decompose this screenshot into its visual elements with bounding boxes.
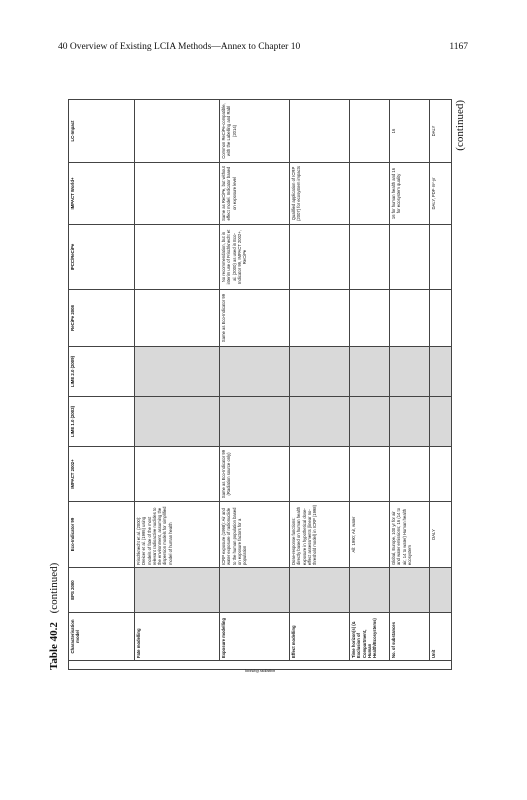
table-cell: No recommendation, but in interim use of Frischknecht et al. (2000) as used in Eco-Indicator 99, IMPACT 2002+, ReCiPe xyxy=(220,225,290,290)
table-cell xyxy=(350,347,390,397)
table-cell: ICRP exposure (1998): Air and water exposure of radionuclide to the human population based on exposure factors for a population xyxy=(220,502,290,568)
row-label: Effect modelling xyxy=(290,613,350,661)
table-cell: Global, Europe, 100 yr for air and water emissions; 16 (14 to air, 14 to water) Human health ecosystem xyxy=(390,502,430,568)
table-cell: DALY xyxy=(430,502,452,568)
table-caption-label: Table 40.2 xyxy=(48,622,60,670)
table-cell: 16 xyxy=(390,100,430,163)
column-header: IMPACT 2002+ xyxy=(69,447,135,502)
row-label: No. of substances xyxy=(390,613,430,661)
table-header-row xyxy=(69,100,135,670)
table-cell: Same as Eco-Indicator 99 xyxy=(220,290,290,347)
column-header: LIME 2.0 (2009) xyxy=(69,347,135,397)
table-row xyxy=(350,100,390,670)
table-cell xyxy=(390,447,430,502)
table-cell xyxy=(350,100,390,163)
table-caption-continued: (continued) xyxy=(48,562,60,614)
running-head xyxy=(58,42,468,56)
table-cell xyxy=(390,225,430,290)
table-cell: DALY xyxy=(430,100,452,163)
table-cell xyxy=(390,347,430,397)
table-cell xyxy=(390,397,430,447)
header-first: Characterisation model xyxy=(69,613,135,661)
table-cell xyxy=(350,163,390,225)
table-row xyxy=(290,100,350,670)
table-cell xyxy=(350,568,390,613)
column-header: LC-Impact xyxy=(69,100,135,163)
column-header: EPS 2000 xyxy=(69,568,135,613)
table-cell: Same as Eco-Indicator 99 (Radiation source only) xyxy=(220,447,290,502)
table-row xyxy=(220,100,290,670)
running-head-title: 40 Overview of Existing LCIA Methods—Annex to Chapter 10 xyxy=(58,42,301,52)
column-header: IMPACT World+ xyxy=(69,163,135,225)
table-cell xyxy=(430,447,452,502)
table-cell xyxy=(220,568,290,613)
continued-footer: (continued) xyxy=(454,100,466,151)
table-cell xyxy=(430,568,452,613)
table-cell xyxy=(135,397,220,447)
table-row xyxy=(390,100,430,670)
table-cell xyxy=(135,447,220,502)
table-cell: Same as ReCiPe, but without effect model. Indicator based on exposure level xyxy=(220,163,290,225)
row-label: Fate modelling xyxy=(135,613,220,661)
table-cell xyxy=(135,100,220,163)
table-cell xyxy=(350,225,390,290)
column-header: ReCiPe 2008 xyxy=(69,290,135,347)
side-label-cell xyxy=(69,661,452,673)
table-cell: Frischknecht et al. (2000): Dreicer et al. (1995) using models of fate of the most relevant radioactive nuclides to the environment, assuming the dispersion models for simplified model of human health xyxy=(135,502,220,568)
table-cell xyxy=(350,447,390,502)
side-label: Ionising radiation xyxy=(244,668,276,673)
table-cell: 16 for human health and 16 for ecosystem quality xyxy=(390,163,430,225)
lcia-methods-table xyxy=(68,99,452,673)
table-cell xyxy=(290,347,350,397)
table-row xyxy=(135,100,220,670)
table-cell xyxy=(290,100,350,163)
table-caption xyxy=(48,100,66,670)
table-cell xyxy=(220,347,290,397)
table-cell xyxy=(350,290,390,347)
table-cell xyxy=(350,397,390,447)
table-cell xyxy=(135,347,220,397)
table-cell: DALY, PDF·m²·yr xyxy=(430,163,452,225)
page-number: 1167 xyxy=(449,42,468,52)
column-header: IPCC/ReCiPe xyxy=(69,225,135,290)
table-cell xyxy=(430,290,452,347)
table-cell xyxy=(135,290,220,347)
table-cell xyxy=(290,397,350,447)
table-cell xyxy=(390,290,430,347)
row-label: Unit xyxy=(430,613,452,661)
table-cell xyxy=(390,568,430,613)
row-label: Exposure modelling xyxy=(220,613,290,661)
table-cell xyxy=(220,397,290,447)
table-cell xyxy=(135,568,220,613)
table-cell xyxy=(290,568,350,613)
table-cell: All: 1990; Air, water xyxy=(350,502,390,568)
table-row xyxy=(430,100,452,670)
table-cell: Common ReCiPe-compatible, with the Labelling and Rabl (2014) xyxy=(220,100,290,163)
rotated-table-page xyxy=(48,100,466,673)
row-label: Time horizon(s) (& Exclusion of Compartment, Human Health/Ecosystems) xyxy=(350,613,390,661)
column-header: LIME 1.0 (2003) xyxy=(69,397,135,447)
table-cell xyxy=(290,225,350,290)
table-cell xyxy=(135,225,220,290)
table-cell xyxy=(430,397,452,447)
table-cell xyxy=(135,163,220,225)
table-cell: Dose-response functions: directly based on human health exposure in hypothetical dose-effect assessments (linear no-threshold model) in ICRP (1998) xyxy=(290,502,350,568)
table-cell xyxy=(290,447,350,502)
table-cell xyxy=(430,225,452,290)
column-header: Eco-Indicator 99 xyxy=(69,502,135,568)
table-cell: Qualified application of ICRP (2007) for ecosystem impacts xyxy=(290,163,350,225)
table-cell xyxy=(290,290,350,347)
table-cell xyxy=(430,347,452,397)
